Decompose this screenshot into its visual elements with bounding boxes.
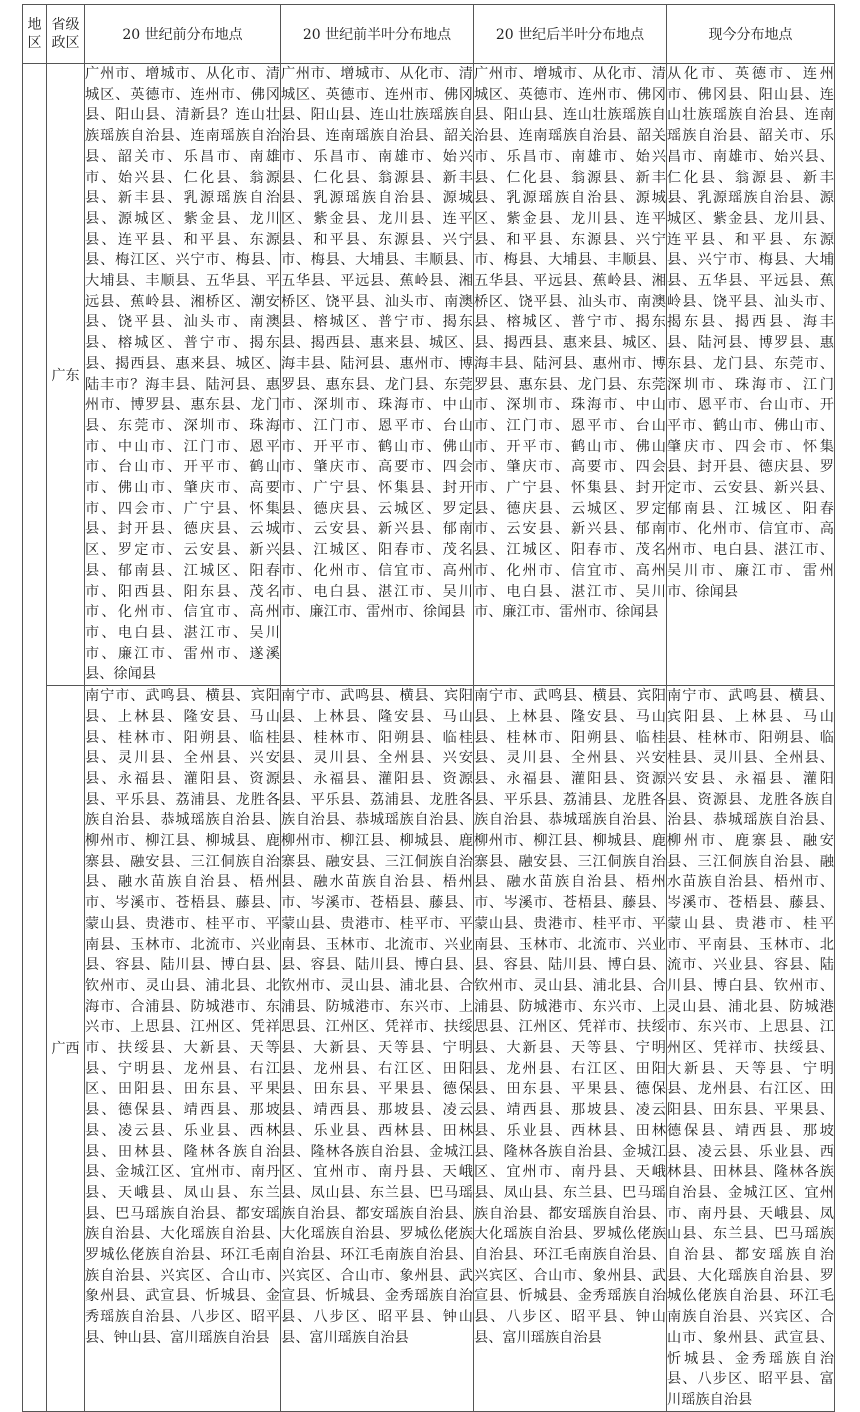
header-present-day: 现今分布地点: [667, 5, 835, 64]
late-20th-century-cell: 南宁市、武鸣县、横县、宾阳县、上林县、隆安县、马山县、桂林市、阳朔县、临桂县、灵川县、全州县、兴安县、永福县、灌阳县、资源县、平乐县、荔浦县、龙胜各族自治县、恭城瑶族自治县、柳州市、柳江县、柳城县、鹿寨县、融安县、三江侗族自治县、融水苗族自治县、梧州市、岑溪市、苍梧县、藤县、蒙山县、贵港市、桂平市、平南县、玉林市、北流市、兴业县、容县、陆川县、博白县、钦州市、灵山县、浦北县、合浦县、防城港市、东兴市、上思县、江州区、凭祥市、扶绥县、大新县、天等县、宁明县、龙州县、右江区、田阳县、田东县、平果县、德保县、靖西县、那坡县、凌云县、乐业县、西林县、田林县、隆林各族自治县、金城江区、宜州市、南丹县、天峨县、凤山县、东兰县、巴马瑶族自治县、都安瑶族自治县、大化瑶族自治县、罗城仫佬族自治县、环江毛南族自治县、兴宾区、合山市、象州县、武宣县、忻城县、金秀瑶族自治县、八步区、昭平县、钟山县、富川瑶族自治县: [474, 686, 667, 1412]
province-cell: 广西: [47, 686, 85, 1412]
early-20th-century-cell: 广州市、增城市、从化市、清城区、英德市、连州市、佛冈县、阳山县、连山壮族瑶族自治县、连南瑶族自治县、韶关市、乐昌市、南雄市、始兴县、仁化县、翁源县、新丰县、乳源瑶族自治县、源城区、紫金县、龙川县、连平县、和平县、东源县、兴宁市、梅县、大埔县、丰顺县、五华县、平远县、蕉岭县、湘桥区、饶平县、汕头市、南澳县、榕城区、普宁市、揭东县、揭西县、惠来县、城区、海丰县、陆河县、惠州市、博罗县、惠东县、龙门县、东莞市、深圳市、珠海市、中山市、江门市、恩平市、台山市、开平市、鹤山市、佛山市、肇庆市、高要市、四会市、广宁县、怀集县、封开县、德庆县、云城区、罗定市、云安县、新兴县、郁南县、江城区、阳春市、茂名市、化州市、信宜市、高州市、电白县、湛江市、吴川市、廉江市、雷州市、徐闻县: [281, 64, 474, 686]
header-pre-20th-century: 20 世纪前分布地点: [85, 5, 281, 64]
header-early-20th-century: 20 世纪前半叶分布地点: [281, 5, 474, 64]
present-day-cell: 从化市、英德市、连州市、佛冈县、阳山县、连山壮族瑶族自治县、连南瑶族自治县、韶关市、乐昌市、南雄市、始兴县、仁化县、翁源县、新丰县、乳源瑶族自治县、源城区、紫金县、龙川县、连平县、和平县、东源县、兴宁市、梅县、大埔县、五华县、平远县、蕉岭县、饶平县、汕头市、揭东县、揭西县、海丰县、陆河县、博罗县、惠东县、龙门县、东莞市、深圳市、珠海市、江门市、恩平市、台山市、开平市、鹤山市、佛山市、肇庆市、四会市、怀集县、封开县、德庆县、罗定市、云安县、新兴县、郁南县、江城区、阳春市、化州市、信宜市、高州市、电白县、湛江市、吴川市、廉江市、雷州市、徐闻县: [667, 64, 835, 686]
table-row-guangxi: [23, 686, 835, 1412]
header-area: [23, 5, 47, 64]
header-province-line1: 省级: [51, 17, 80, 33]
province-cell: 广东: [47, 64, 85, 686]
header-late-20th-century: 20 世纪后半叶分布地点: [474, 5, 667, 64]
distribution-table: [22, 4, 835, 1412]
area-cell: [23, 64, 47, 1412]
header-province-line2: 政区: [51, 35, 80, 51]
header-row: [23, 5, 835, 64]
header-province: [47, 5, 85, 64]
pre-20th-century-cell: 南宁市、武鸣县、横县、宾阳县、上林县、隆安县、马山县、桂林市、阳朔县、临桂县、灵川县、全州县、兴安县、永福县、灌阳县、资源县、平乐县、荔浦县、龙胜各族自治县、恭城瑶族自治县、柳州市、柳江县、柳城县、鹿寨县、融安县、三江侗族自治县、融水苗族自治县、梧州市、岑溪市、苍梧县、藤县、蒙山县、贵港市、桂平市、平南县、玉林市、北流市、兴业县、容县、陆川县、博白县、钦州市、灵山县、浦北县、北海市、合浦县、防城港市、东兴市、上思县、江州区、凭祥市、扶绥县、大新县、天等县、宁明县、龙州县、右江区、田阳县、田东县、平果县、德保县、靖西县、那坡县、凌云县、乐业县、西林县、田林县、隆林各族自治县、金城江区、宜州市、南丹县、天峨县、凤山县、东兰县、巴马瑶族自治县、都安瑶族自治县、大化瑶族自治县、罗城仫佬族自治县、环江毛南族自治县、兴宾区、合山市、象州县、武宣县、忻城县、金秀瑶族自治县、八步区、昭平县、钟山县、富川瑶族自治县: [85, 686, 281, 1412]
header-area-line1: 地: [27, 17, 42, 33]
late-20th-century-cell: 广州市、增城市、从化市、清城区、英德市、连州市、佛冈县、阳山县、连山壮族瑶族自治县、连南瑶族自治县、韶关市、乐昌市、南雄市、始兴县、仁化县、翁源县、新丰县、乳源瑶族自治县、源城区、紫金县、龙川县、连平县、和平县、东源县、兴宁市、梅县、大埔县、丰顺县、五华县、平远县、蕉岭县、湘桥区、饶平县、汕头市、南澳县、榕城区、普宁市、揭东县、揭西县、惠来县、城区、海丰县、陆河县、惠州市、博罗县、惠东县、龙门县、东莞市、深圳市、珠海市、中山市、江门市、恩平市、台山市、开平市、鹤山市、佛山市、肇庆市、高要市、四会市、广宁县、怀集县、封开县、德庆县、云城区、罗定市、云安县、新兴县、郁南县、江城区、阳春市、茂名市、化州市、信宜市、高州市、电白县、湛江市、吴川市、廉江市、雷州市、徐闻县: [474, 64, 667, 686]
table-row-guangdong: [23, 64, 835, 686]
early-20th-century-cell: 南宁市、武鸣县、横县、宾阳县、上林县、隆安县、马山县、桂林市、阳朔县、临桂县、灵川县、全州县、兴安县、永福县、灌阳县、资源县、平乐县、荔浦县、龙胜各族自治县、恭城瑶族自治县、柳州市、柳江县、柳城县、鹿寨县、融安县、三江侗族自治县、融水苗族自治县、梧州市、岑溪市、苍梧县、藤县、蒙山县、贵港市、桂平市、平南县、玉林市、北流市、兴业县、容县、陆川县、博白县、钦州市、灵山县、浦北县、合浦县、防城港市、东兴市、上思县、江州区、凭祥市、扶绥县、大新县、天等县、宁明县、龙州县、右江区、田阳县、田东县、平果县、德保县、靖西县、那坡县、凌云县、乐业县、西林县、田林县、隆林各族自治县、金城江区、宜州市、南丹县、天峨县、凤山县、东兰县、巴马瑶族自治县、都安瑶族自治县、大化瑶族自治县、罗城仫佬族自治县、环江毛南族自治县、兴宾区、合山市、象州县、武宣县、忻城县、金秀瑶族自治县、八步区、昭平县、钟山县、富川瑶族自治县: [281, 686, 474, 1412]
header-area-line2: 区: [27, 35, 42, 51]
pre-20th-century-cell: 广州市、增城市、从化市、清城区、英德市、连州市、佛冈县、阳山县、清新县？连山壮族瑶族自治县、连南瑶族自治县、韶关市、乐昌市、南雄市、始兴县、仁化县、翁源县、新丰县、乳源瑶族自治县、源城区、紫金县、龙川县、连平县、和平县、东源县、梅江区、兴宁市、梅县、大埔县、丰顺县、五华县、平远县、蕉岭县、湘桥区、潮安县、饶平县、汕头市、南澳县、榕城区、普宁市、揭东县、揭西县、惠来县、城区、陆丰市？海丰县、陆河县、惠州市、博罗县、惠东县、龙门县、东莞市、深圳市、珠海市、中山市、江门市、恩平市、台山市、开平市、鹤山市、佛山市、肇庆市、高要市、四会市、广宁县、怀集县、封开县、德庆县、云城区、罗定市、云安县、新兴县、郁南县、江城区、阳春市、阳西县、阳东县、茂名市、化州市、信宜市、高州市、电白县、湛江市、吴川市、廉江市、雷州市、遂溪县、徐闻县: [85, 64, 281, 686]
present-day-cell: 南宁市、武鸣县、横县、宾阳县、上林县、马山县、桂林市、阳朔县、临桂县、灵川县、全州县、兴安县、永福县、灌阳县、资源县、龙胜各族自治县、恭城瑶族自治县、柳州市、鹿寨县、融安县、三江侗族自治县、融水苗族自治县、梧州市、岑溪市、苍梧县、藤县、蒙山县、贵港市、桂平市、平南县、玉林市、北流市、兴业县、容县、陆川县、博白县、钦州市、灵山县、浦北县、防城港市、东兴市、上思县、江州区、凭祥市、扶绥县、大新县、天等县、宁明县、龙州县、右江区、田阳县、田东县、平果县、德保县、靖西县、那坡县、凌云县、乐业县、西林县、田林县、隆林各族自治县、金城江区、宜州市、南丹县、天峨县、凤山县、东兰县、巴马瑶族自治县、都安瑶族自治县、大化瑶族自治县、罗城仫佬族自治县、环江毛南族自治县、兴宾区、合山市、象州县、武宣县、忻城县、金秀瑶族自治县、八步区、昭平县、富川瑶族自治县: [667, 686, 835, 1412]
